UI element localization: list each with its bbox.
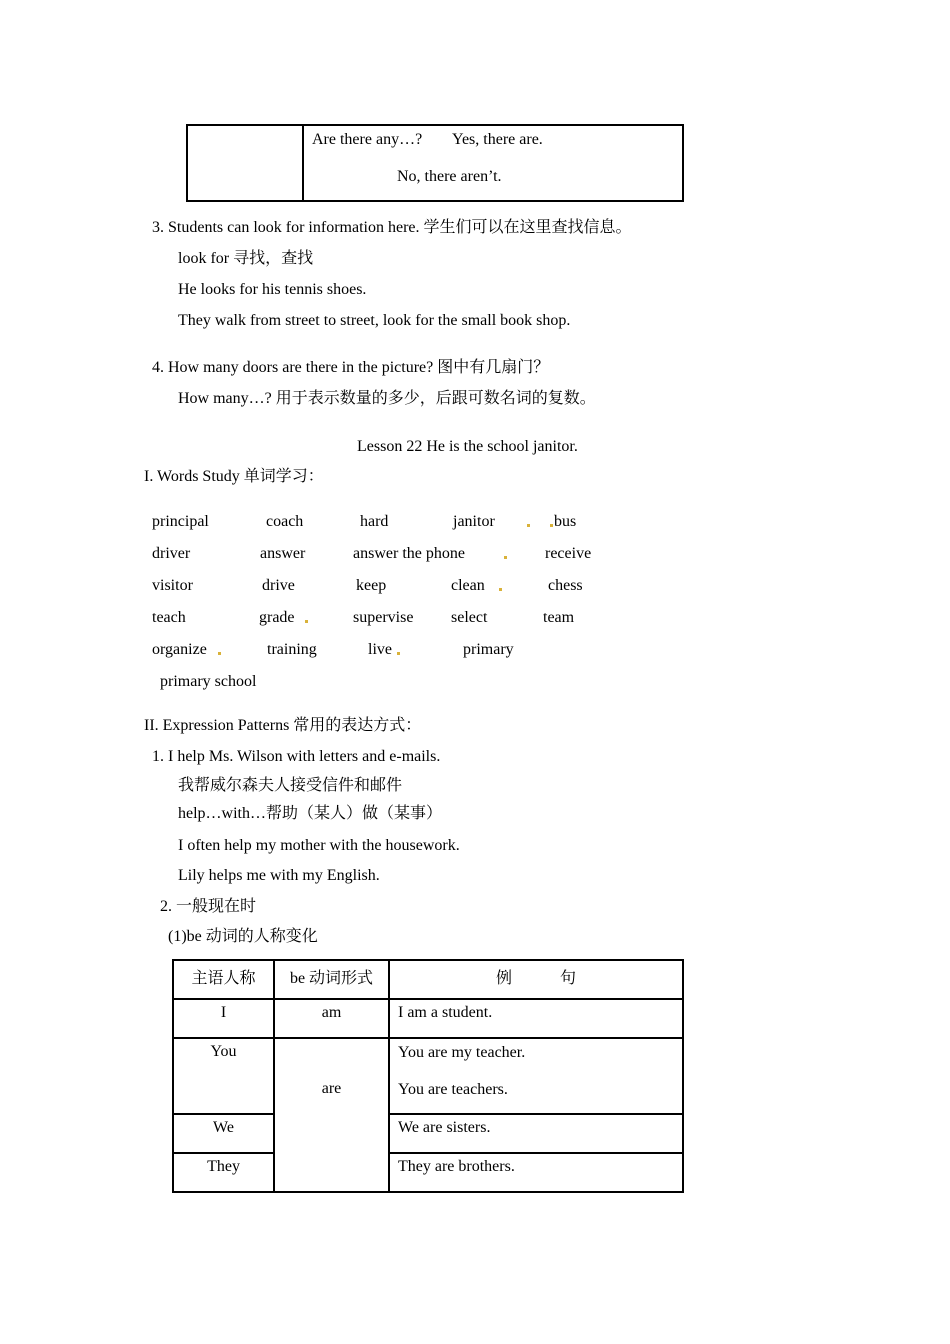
item3-example-2: They walk from street to street, look for the small book shop. [178, 312, 571, 329]
header-subject: 主语人称 [173, 960, 274, 999]
word-drive: drive [262, 577, 295, 594]
pattern-1-example-2: Lily helps me with my English. [178, 867, 380, 884]
word-training: training [267, 641, 317, 658]
word-teach: teach [152, 609, 186, 626]
word-answer-the-phone: answer the phone [353, 545, 465, 562]
top-table-content-cell [303, 125, 683, 201]
be-verb-table [172, 959, 684, 1193]
words-study-heading: I. Words Study 单词学习： [144, 468, 324, 485]
word-receive: receive [545, 545, 592, 562]
top-table-answer-yes: Yes, there are. [452, 131, 543, 148]
highlight-mark [305, 620, 308, 623]
top-table [186, 124, 684, 202]
highlight-mark [397, 652, 400, 655]
word-janitor: janitor [453, 513, 495, 530]
word-supervise: supervise [353, 609, 414, 626]
example-you-2: You are teachers. [398, 1081, 508, 1098]
pattern-1-chinese: 我帮威尔森夫人接受信件和邮件 [178, 777, 403, 794]
example-you-1: You are my teacher. [398, 1044, 526, 1061]
word-clean: clean [451, 577, 485, 594]
word-organize: organize [152, 641, 207, 658]
word-bus: bus [554, 513, 577, 530]
form-am: am [274, 999, 389, 1038]
pattern-2-sub: (1)be 动词的人称变化 [168, 928, 318, 945]
header-be-form: be 动词形式 [274, 960, 389, 999]
word-select: select [451, 609, 488, 626]
lesson-title: Lesson 22 He is the school janitor. [357, 438, 578, 455]
word-chess: chess [548, 577, 583, 594]
form-are: are [274, 1038, 389, 1192]
item3-phrase: look for 寻找，查找 [178, 250, 314, 267]
pattern-1: 1. I help Ms. Wilson with letters and e-mails. [152, 748, 441, 765]
item3-example-1: He looks for his tennis shoes. [178, 281, 367, 298]
expressions-heading: II. Expression Patterns 常用的表达方式： [144, 717, 422, 734]
item4-note: How many…? 用于表示数量的多少，后跟可数名词的复数。 [178, 390, 596, 407]
highlight-mark [527, 524, 530, 527]
top-table-question: Are there any…? [312, 131, 423, 148]
word-keep: keep [356, 577, 387, 594]
highlight-mark [504, 556, 507, 559]
word-primary: primary [463, 641, 514, 658]
example-you [389, 1038, 683, 1114]
word-live: live [368, 641, 392, 658]
highlight-mark [218, 652, 221, 655]
word-driver: driver [152, 545, 191, 562]
subject-i: I [173, 999, 274, 1038]
word-principal: principal [152, 513, 209, 530]
subject-you: You [173, 1038, 274, 1114]
pattern-1-example-1: I often help my mother with the housework. [178, 837, 460, 854]
example-they: They are brothers. [389, 1153, 683, 1192]
word-team: team [543, 609, 575, 626]
example-we: We are sisters. [389, 1114, 683, 1153]
pattern-1-structure: help…with…帮助（某人）做（某事） [178, 805, 442, 822]
header-example: 例 句 [389, 960, 683, 999]
item4-heading: 4. How many doors are there in the picture? 图中有几扇门？ [152, 359, 550, 376]
pattern-2: 2. 一般现在时 [160, 898, 257, 915]
word-coach: coach [266, 513, 304, 530]
subject-we: We [173, 1114, 274, 1153]
item3-heading: 3. Students can look for information here. 学生们可以在这里查找信息。 [152, 219, 632, 236]
word-primary-school: primary school [160, 673, 257, 690]
subject-they: They [173, 1153, 274, 1192]
top-table-answer-no: No, there aren’t. [397, 168, 502, 185]
highlight-mark [550, 524, 553, 527]
word-grade: grade [259, 609, 295, 626]
top-table-empty-cell [187, 125, 303, 201]
highlight-mark [499, 588, 502, 591]
example-i: I am a student. [389, 999, 683, 1038]
word-answer: answer [260, 545, 306, 562]
word-hard: hard [360, 513, 389, 530]
word-visitor: visitor [152, 577, 193, 594]
